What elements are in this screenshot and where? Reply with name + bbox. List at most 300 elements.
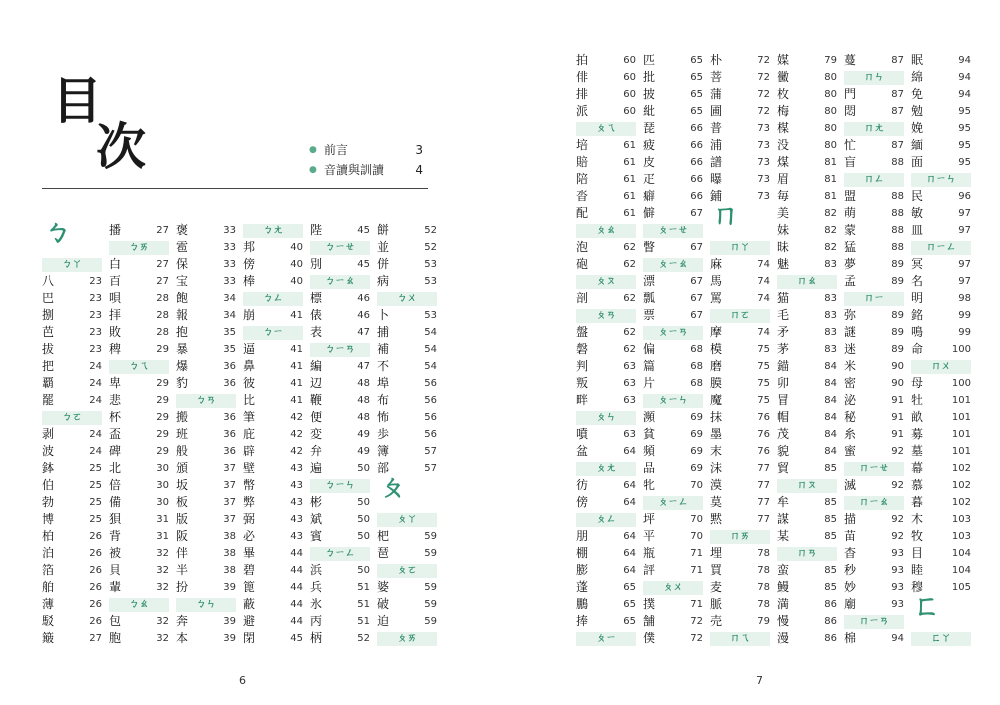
index-entry[interactable] bbox=[576, 562, 636, 579]
index-entry[interactable] bbox=[844, 358, 904, 375]
index-entry[interactable] bbox=[176, 613, 236, 630]
index-entry[interactable] bbox=[576, 239, 636, 256]
index-entry[interactable] bbox=[643, 273, 703, 290]
index-entry[interactable] bbox=[176, 562, 236, 579]
index-entry[interactable] bbox=[777, 392, 837, 409]
index-entry[interactable] bbox=[911, 103, 971, 120]
index-entry[interactable] bbox=[710, 511, 770, 528]
index-entry[interactable] bbox=[42, 477, 102, 494]
index-entry[interactable] bbox=[576, 528, 636, 545]
index-entry[interactable] bbox=[911, 409, 971, 426]
index-entry[interactable] bbox=[310, 324, 370, 341]
index-entry[interactable] bbox=[576, 86, 636, 103]
index-entry[interactable] bbox=[777, 443, 837, 460]
index-entry[interactable] bbox=[844, 579, 904, 596]
index-entry[interactable] bbox=[710, 579, 770, 596]
index-entry[interactable] bbox=[710, 494, 770, 511]
index-entry[interactable] bbox=[42, 307, 102, 324]
index-entry[interactable] bbox=[844, 154, 904, 171]
index-entry[interactable] bbox=[243, 545, 303, 562]
index-entry[interactable] bbox=[710, 256, 770, 273]
index-entry[interactable] bbox=[310, 392, 370, 409]
index-entry[interactable] bbox=[576, 290, 636, 307]
index-entry[interactable] bbox=[243, 596, 303, 613]
index-entry[interactable] bbox=[777, 528, 837, 545]
index-entry[interactable] bbox=[243, 562, 303, 579]
index-entry[interactable] bbox=[377, 273, 437, 290]
index-entry[interactable] bbox=[310, 426, 370, 443]
index-entry[interactable] bbox=[777, 69, 837, 86]
index-entry[interactable] bbox=[176, 256, 236, 273]
index-entry[interactable] bbox=[844, 443, 904, 460]
index-entry[interactable] bbox=[844, 52, 904, 69]
index-entry[interactable] bbox=[643, 375, 703, 392]
index-entry[interactable] bbox=[310, 409, 370, 426]
index-entry[interactable] bbox=[643, 511, 703, 528]
index-entry[interactable] bbox=[109, 222, 169, 239]
index-entry[interactable] bbox=[710, 358, 770, 375]
index-entry[interactable] bbox=[911, 341, 971, 358]
index-entry[interactable] bbox=[109, 341, 169, 358]
index-entry[interactable] bbox=[310, 494, 370, 511]
index-entry[interactable] bbox=[576, 545, 636, 562]
index-entry[interactable] bbox=[576, 579, 636, 596]
index-entry[interactable] bbox=[243, 630, 303, 647]
index-entry[interactable] bbox=[109, 545, 169, 562]
index-entry[interactable] bbox=[643, 86, 703, 103]
index-entry[interactable] bbox=[109, 290, 169, 307]
index-entry[interactable] bbox=[109, 256, 169, 273]
index-entry[interactable] bbox=[643, 596, 703, 613]
index-entry[interactable] bbox=[710, 273, 770, 290]
index-entry[interactable] bbox=[643, 103, 703, 120]
index-entry[interactable] bbox=[911, 137, 971, 154]
index-entry[interactable] bbox=[576, 69, 636, 86]
index-entry[interactable] bbox=[109, 579, 169, 596]
index-entry[interactable] bbox=[844, 239, 904, 256]
index-entry[interactable] bbox=[576, 494, 636, 511]
index-entry[interactable] bbox=[710, 103, 770, 120]
index-entry[interactable] bbox=[643, 171, 703, 188]
index-entry[interactable] bbox=[176, 494, 236, 511]
index-entry[interactable] bbox=[710, 443, 770, 460]
index-entry[interactable] bbox=[643, 120, 703, 137]
index-entry[interactable] bbox=[310, 375, 370, 392]
index-entry[interactable] bbox=[777, 205, 837, 222]
index-entry[interactable] bbox=[310, 630, 370, 647]
index-entry[interactable] bbox=[777, 103, 837, 120]
index-entry[interactable] bbox=[109, 409, 169, 426]
index-entry[interactable] bbox=[777, 358, 837, 375]
index-entry[interactable] bbox=[310, 613, 370, 630]
index-entry[interactable] bbox=[377, 545, 437, 562]
index-entry[interactable] bbox=[176, 273, 236, 290]
index-entry[interactable] bbox=[310, 460, 370, 477]
index-entry[interactable] bbox=[710, 120, 770, 137]
index-entry[interactable] bbox=[42, 426, 102, 443]
index-entry[interactable] bbox=[710, 426, 770, 443]
index-entry[interactable] bbox=[911, 52, 971, 69]
index-entry[interactable] bbox=[576, 477, 636, 494]
index-entry[interactable] bbox=[377, 579, 437, 596]
index-entry[interactable] bbox=[243, 239, 303, 256]
index-entry[interactable] bbox=[911, 188, 971, 205]
index-entry[interactable] bbox=[777, 562, 837, 579]
index-entry[interactable] bbox=[109, 324, 169, 341]
index-entry[interactable] bbox=[777, 120, 837, 137]
index-entry[interactable] bbox=[777, 154, 837, 171]
index-entry[interactable] bbox=[176, 545, 236, 562]
index-entry[interactable] bbox=[777, 324, 837, 341]
index-entry[interactable] bbox=[844, 426, 904, 443]
index-entry[interactable] bbox=[42, 596, 102, 613]
index-entry[interactable] bbox=[576, 52, 636, 69]
index-entry[interactable] bbox=[377, 375, 437, 392]
index-entry[interactable] bbox=[243, 409, 303, 426]
index-entry[interactable] bbox=[844, 222, 904, 239]
index-entry[interactable] bbox=[109, 273, 169, 290]
index-entry[interactable] bbox=[777, 341, 837, 358]
index-entry[interactable] bbox=[576, 137, 636, 154]
index-entry[interactable] bbox=[777, 137, 837, 154]
index-entry[interactable] bbox=[243, 528, 303, 545]
index-entry[interactable] bbox=[844, 528, 904, 545]
index-entry[interactable] bbox=[844, 86, 904, 103]
index-entry[interactable] bbox=[911, 205, 971, 222]
index-entry[interactable] bbox=[643, 528, 703, 545]
index-entry[interactable] bbox=[643, 290, 703, 307]
index-entry[interactable] bbox=[243, 613, 303, 630]
index-entry[interactable] bbox=[844, 409, 904, 426]
index-entry[interactable] bbox=[643, 341, 703, 358]
index-entry[interactable] bbox=[777, 596, 837, 613]
index-entry[interactable] bbox=[109, 511, 169, 528]
index-entry[interactable] bbox=[844, 511, 904, 528]
index-entry[interactable] bbox=[109, 392, 169, 409]
toc-item-preface[interactable] bbox=[309, 140, 423, 160]
index-entry[interactable] bbox=[643, 562, 703, 579]
index-entry[interactable] bbox=[42, 579, 102, 596]
index-entry[interactable] bbox=[176, 239, 236, 256]
index-entry[interactable] bbox=[777, 460, 837, 477]
index-entry[interactable] bbox=[844, 256, 904, 273]
index-entry[interactable] bbox=[109, 562, 169, 579]
index-entry[interactable] bbox=[643, 154, 703, 171]
index-entry[interactable] bbox=[176, 358, 236, 375]
index-entry[interactable] bbox=[310, 290, 370, 307]
index-entry[interactable] bbox=[643, 426, 703, 443]
index-entry[interactable] bbox=[911, 86, 971, 103]
index-entry[interactable] bbox=[243, 477, 303, 494]
index-entry[interactable] bbox=[176, 222, 236, 239]
index-entry[interactable] bbox=[576, 154, 636, 171]
index-entry[interactable] bbox=[377, 392, 437, 409]
index-entry[interactable] bbox=[377, 409, 437, 426]
index-entry[interactable] bbox=[42, 511, 102, 528]
index-entry[interactable] bbox=[176, 409, 236, 426]
index-entry[interactable] bbox=[777, 52, 837, 69]
index-entry[interactable] bbox=[310, 528, 370, 545]
index-entry[interactable] bbox=[844, 188, 904, 205]
index-entry[interactable] bbox=[710, 290, 770, 307]
index-entry[interactable] bbox=[42, 613, 102, 630]
index-entry[interactable] bbox=[42, 562, 102, 579]
index-entry[interactable] bbox=[777, 375, 837, 392]
index-entry[interactable] bbox=[911, 511, 971, 528]
index-entry[interactable] bbox=[42, 273, 102, 290]
index-entry[interactable] bbox=[643, 307, 703, 324]
index-entry[interactable] bbox=[911, 256, 971, 273]
index-entry[interactable] bbox=[710, 86, 770, 103]
index-entry[interactable] bbox=[911, 120, 971, 137]
index-entry[interactable] bbox=[42, 324, 102, 341]
index-entry[interactable] bbox=[377, 613, 437, 630]
index-entry[interactable] bbox=[109, 443, 169, 460]
index-entry[interactable] bbox=[377, 239, 437, 256]
index-entry[interactable] bbox=[42, 494, 102, 511]
index-entry[interactable] bbox=[777, 171, 837, 188]
index-entry[interactable] bbox=[176, 579, 236, 596]
index-entry[interactable] bbox=[710, 460, 770, 477]
index-entry[interactable] bbox=[643, 52, 703, 69]
index-entry[interactable] bbox=[710, 613, 770, 630]
index-entry[interactable] bbox=[109, 613, 169, 630]
index-entry[interactable] bbox=[243, 460, 303, 477]
index-entry[interactable] bbox=[243, 426, 303, 443]
index-entry[interactable] bbox=[911, 222, 971, 239]
index-entry[interactable] bbox=[911, 460, 971, 477]
index-entry[interactable] bbox=[643, 460, 703, 477]
index-entry[interactable] bbox=[777, 409, 837, 426]
index-entry[interactable] bbox=[243, 307, 303, 324]
index-entry[interactable] bbox=[844, 103, 904, 120]
index-entry[interactable] bbox=[844, 630, 904, 647]
index-entry[interactable] bbox=[710, 392, 770, 409]
index-entry[interactable] bbox=[377, 324, 437, 341]
index-entry[interactable] bbox=[310, 443, 370, 460]
index-entry[interactable] bbox=[176, 443, 236, 460]
index-entry[interactable] bbox=[377, 222, 437, 239]
index-entry[interactable] bbox=[576, 256, 636, 273]
index-entry[interactable] bbox=[643, 477, 703, 494]
index-entry[interactable] bbox=[911, 562, 971, 579]
index-entry[interactable] bbox=[42, 358, 102, 375]
index-entry[interactable] bbox=[643, 188, 703, 205]
index-entry[interactable] bbox=[911, 290, 971, 307]
index-entry[interactable] bbox=[243, 579, 303, 596]
index-entry[interactable] bbox=[777, 188, 837, 205]
index-entry[interactable] bbox=[377, 307, 437, 324]
index-entry[interactable] bbox=[710, 409, 770, 426]
index-entry[interactable] bbox=[109, 477, 169, 494]
index-entry[interactable] bbox=[844, 596, 904, 613]
index-entry[interactable] bbox=[710, 171, 770, 188]
index-entry[interactable] bbox=[109, 375, 169, 392]
index-entry[interactable] bbox=[777, 256, 837, 273]
index-entry[interactable] bbox=[710, 545, 770, 562]
index-entry[interactable] bbox=[310, 307, 370, 324]
index-entry[interactable] bbox=[109, 630, 169, 647]
index-entry[interactable] bbox=[777, 426, 837, 443]
index-entry[interactable] bbox=[710, 477, 770, 494]
index-entry[interactable] bbox=[576, 188, 636, 205]
index-entry[interactable] bbox=[710, 52, 770, 69]
index-entry[interactable] bbox=[844, 307, 904, 324]
index-entry[interactable] bbox=[176, 341, 236, 358]
index-entry[interactable] bbox=[176, 528, 236, 545]
index-entry[interactable] bbox=[42, 545, 102, 562]
toc-item-readings[interactable] bbox=[309, 160, 423, 180]
index-entry[interactable] bbox=[176, 511, 236, 528]
index-entry[interactable] bbox=[911, 375, 971, 392]
index-entry[interactable] bbox=[310, 222, 370, 239]
index-entry[interactable] bbox=[844, 375, 904, 392]
index-entry[interactable] bbox=[911, 392, 971, 409]
index-entry[interactable] bbox=[243, 256, 303, 273]
index-entry[interactable] bbox=[310, 579, 370, 596]
index-entry[interactable] bbox=[911, 426, 971, 443]
index-entry[interactable] bbox=[777, 511, 837, 528]
index-entry[interactable] bbox=[310, 562, 370, 579]
index-entry[interactable] bbox=[710, 154, 770, 171]
index-entry[interactable] bbox=[911, 307, 971, 324]
index-entry[interactable] bbox=[109, 494, 169, 511]
index-entry[interactable] bbox=[377, 358, 437, 375]
index-entry[interactable] bbox=[911, 69, 971, 86]
index-entry[interactable] bbox=[176, 307, 236, 324]
index-entry[interactable] bbox=[777, 613, 837, 630]
index-entry[interactable] bbox=[176, 630, 236, 647]
index-entry[interactable] bbox=[243, 443, 303, 460]
index-entry[interactable] bbox=[643, 443, 703, 460]
index-entry[interactable] bbox=[911, 154, 971, 171]
index-entry[interactable] bbox=[243, 375, 303, 392]
index-entry[interactable] bbox=[777, 630, 837, 647]
index-entry[interactable] bbox=[844, 392, 904, 409]
index-entry[interactable] bbox=[643, 409, 703, 426]
index-entry[interactable] bbox=[777, 494, 837, 511]
index-entry[interactable] bbox=[710, 341, 770, 358]
index-entry[interactable] bbox=[243, 392, 303, 409]
index-entry[interactable] bbox=[844, 137, 904, 154]
index-entry[interactable] bbox=[42, 443, 102, 460]
index-entry[interactable] bbox=[310, 256, 370, 273]
index-entry[interactable] bbox=[42, 341, 102, 358]
index-entry[interactable] bbox=[176, 426, 236, 443]
index-entry[interactable] bbox=[576, 103, 636, 120]
index-entry[interactable] bbox=[176, 375, 236, 392]
index-entry[interactable] bbox=[777, 239, 837, 256]
index-entry[interactable] bbox=[643, 69, 703, 86]
index-entry[interactable] bbox=[310, 511, 370, 528]
index-entry[interactable] bbox=[710, 375, 770, 392]
index-entry[interactable] bbox=[377, 596, 437, 613]
index-entry[interactable] bbox=[643, 613, 703, 630]
index-entry[interactable] bbox=[243, 358, 303, 375]
index-entry[interactable] bbox=[777, 86, 837, 103]
index-entry[interactable] bbox=[42, 630, 102, 647]
index-entry[interactable] bbox=[377, 426, 437, 443]
index-entry[interactable] bbox=[576, 341, 636, 358]
index-entry[interactable] bbox=[42, 290, 102, 307]
index-entry[interactable] bbox=[243, 494, 303, 511]
index-entry[interactable] bbox=[710, 596, 770, 613]
index-entry[interactable] bbox=[576, 596, 636, 613]
index-entry[interactable] bbox=[42, 392, 102, 409]
index-entry[interactable] bbox=[844, 545, 904, 562]
index-entry[interactable] bbox=[710, 324, 770, 341]
index-entry[interactable] bbox=[310, 596, 370, 613]
index-entry[interactable] bbox=[911, 477, 971, 494]
index-entry[interactable] bbox=[911, 545, 971, 562]
index-entry[interactable] bbox=[176, 290, 236, 307]
index-entry[interactable] bbox=[777, 579, 837, 596]
index-entry[interactable] bbox=[710, 137, 770, 154]
index-entry[interactable] bbox=[576, 358, 636, 375]
index-entry[interactable] bbox=[643, 545, 703, 562]
index-entry[interactable] bbox=[844, 477, 904, 494]
index-entry[interactable] bbox=[377, 256, 437, 273]
index-entry[interactable] bbox=[109, 426, 169, 443]
index-entry[interactable] bbox=[176, 324, 236, 341]
index-entry[interactable] bbox=[576, 205, 636, 222]
index-entry[interactable] bbox=[377, 528, 437, 545]
index-entry[interactable] bbox=[176, 460, 236, 477]
index-entry[interactable] bbox=[42, 460, 102, 477]
index-entry[interactable] bbox=[643, 239, 703, 256]
index-entry[interactable] bbox=[576, 171, 636, 188]
index-entry[interactable] bbox=[844, 341, 904, 358]
index-entry[interactable] bbox=[42, 528, 102, 545]
index-entry[interactable] bbox=[243, 273, 303, 290]
index-entry[interactable] bbox=[911, 324, 971, 341]
index-entry[interactable] bbox=[777, 307, 837, 324]
index-entry[interactable] bbox=[576, 392, 636, 409]
index-entry[interactable] bbox=[844, 205, 904, 222]
index-entry[interactable] bbox=[844, 562, 904, 579]
index-entry[interactable] bbox=[377, 443, 437, 460]
index-entry[interactable] bbox=[109, 528, 169, 545]
index-entry[interactable] bbox=[643, 137, 703, 154]
index-entry[interactable] bbox=[643, 630, 703, 647]
index-entry[interactable] bbox=[777, 290, 837, 307]
index-entry[interactable] bbox=[243, 341, 303, 358]
index-entry[interactable] bbox=[710, 562, 770, 579]
index-entry[interactable] bbox=[911, 494, 971, 511]
index-entry[interactable] bbox=[710, 69, 770, 86]
index-entry[interactable] bbox=[911, 528, 971, 545]
index-entry[interactable] bbox=[42, 375, 102, 392]
index-entry[interactable] bbox=[643, 358, 703, 375]
index-entry[interactable] bbox=[643, 205, 703, 222]
index-entry[interactable] bbox=[176, 477, 236, 494]
index-entry[interactable] bbox=[576, 324, 636, 341]
index-entry[interactable] bbox=[243, 511, 303, 528]
index-entry[interactable] bbox=[911, 443, 971, 460]
index-entry[interactable] bbox=[576, 426, 636, 443]
index-entry[interactable] bbox=[911, 273, 971, 290]
index-entry[interactable] bbox=[777, 222, 837, 239]
index-entry[interactable] bbox=[109, 460, 169, 477]
index-entry[interactable] bbox=[109, 307, 169, 324]
index-entry[interactable] bbox=[377, 341, 437, 358]
index-entry[interactable] bbox=[576, 613, 636, 630]
index-entry[interactable] bbox=[310, 358, 370, 375]
index-entry[interactable] bbox=[576, 443, 636, 460]
index-entry[interactable] bbox=[844, 324, 904, 341]
index-entry[interactable] bbox=[576, 375, 636, 392]
index-entry[interactable] bbox=[844, 273, 904, 290]
